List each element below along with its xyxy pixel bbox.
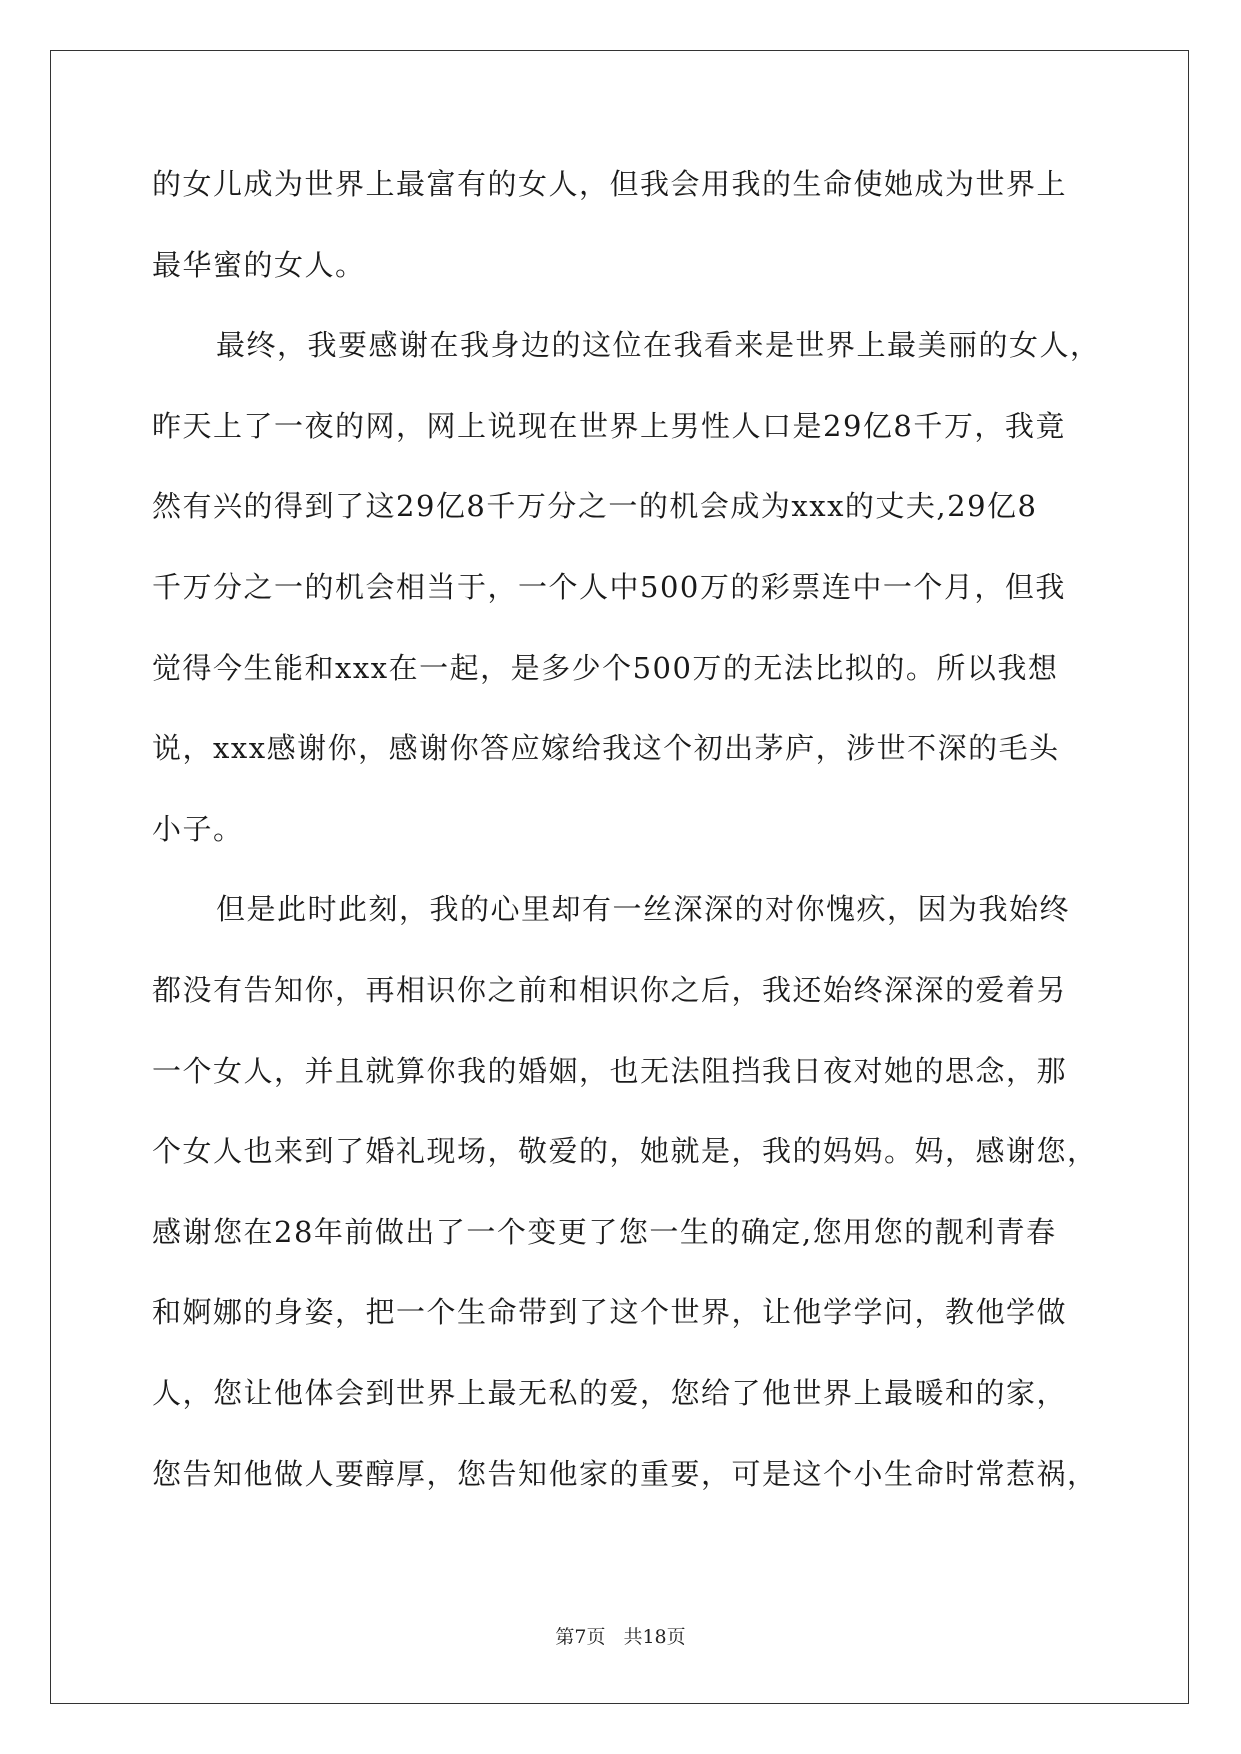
page-footer: [0, 1625, 1241, 1649]
text-line: 千万分之一的机会相当于，一个人中500万的彩票连中一个月，但我: [152, 569, 1066, 604]
text-line: 一个女人，并且就算你我的婚姻，也无法阻挡我日夜对她的思念，那: [152, 1053, 1068, 1088]
paragraph-start-line: 最终，我要感谢在我身边的这位在我看来是世界上最美丽的女人，: [216, 328, 1101, 363]
text-line: 说，xxx感谢你，感谢你答应嫁给我这个初出茅庐，涉世不深的毛头: [152, 731, 1060, 766]
text-line: 感谢您在28年前做出了一个变更了您一生的确定,您用您的靓利青春: [152, 1214, 1057, 1249]
text-line: 的女儿成为世界上最富有的女人，但我会用我的生命使她成为世界上: [152, 167, 1068, 201]
text-line: 小子。: [152, 811, 244, 846]
page-total: 共18页: [623, 1626, 686, 1648]
text-line: 个女人也来到了婚礼现场，敬爱的，她就是，我的妈妈。妈，感谢您，: [152, 1134, 1098, 1169]
text-line: 然有兴的得到了这29亿8千万分之一的机会成为xxx的丈夫,29亿8: [152, 489, 1038, 524]
text-line: 人，您让他体会到世界上最无私的爱，您给了他世界上最暖和的家，: [152, 1375, 1068, 1410]
document-body: [152, 160, 1101, 1530]
paragraph-start-line: 但是此时此刻，我的心里却有一丝深深的对你愧疚，因为我始终: [216, 892, 1071, 927]
text-line: 您告知他做人要醇厚，您告知他家的重要，可是这个小生命时常惹祸，: [152, 1456, 1098, 1491]
page-number: 第7页: [555, 1626, 606, 1648]
text-line: 和婀娜的身姿，把一个生命带到了这个世界，让他学学问，教他学做: [152, 1295, 1068, 1330]
text-line: 都没有告知你，再相识你之前和相识你之后，我还始终深深的爱着另: [152, 972, 1068, 1007]
text-line: 昨天上了一夜的网，网上说现在世界上男性人口是29亿8千万，我竟: [152, 408, 1066, 443]
text-line: 觉得今生能和xxx在一起，是多少个500万的无法比拟的。所以我想: [152, 650, 1059, 685]
text-line: 最华蜜的女人。: [152, 247, 366, 282]
